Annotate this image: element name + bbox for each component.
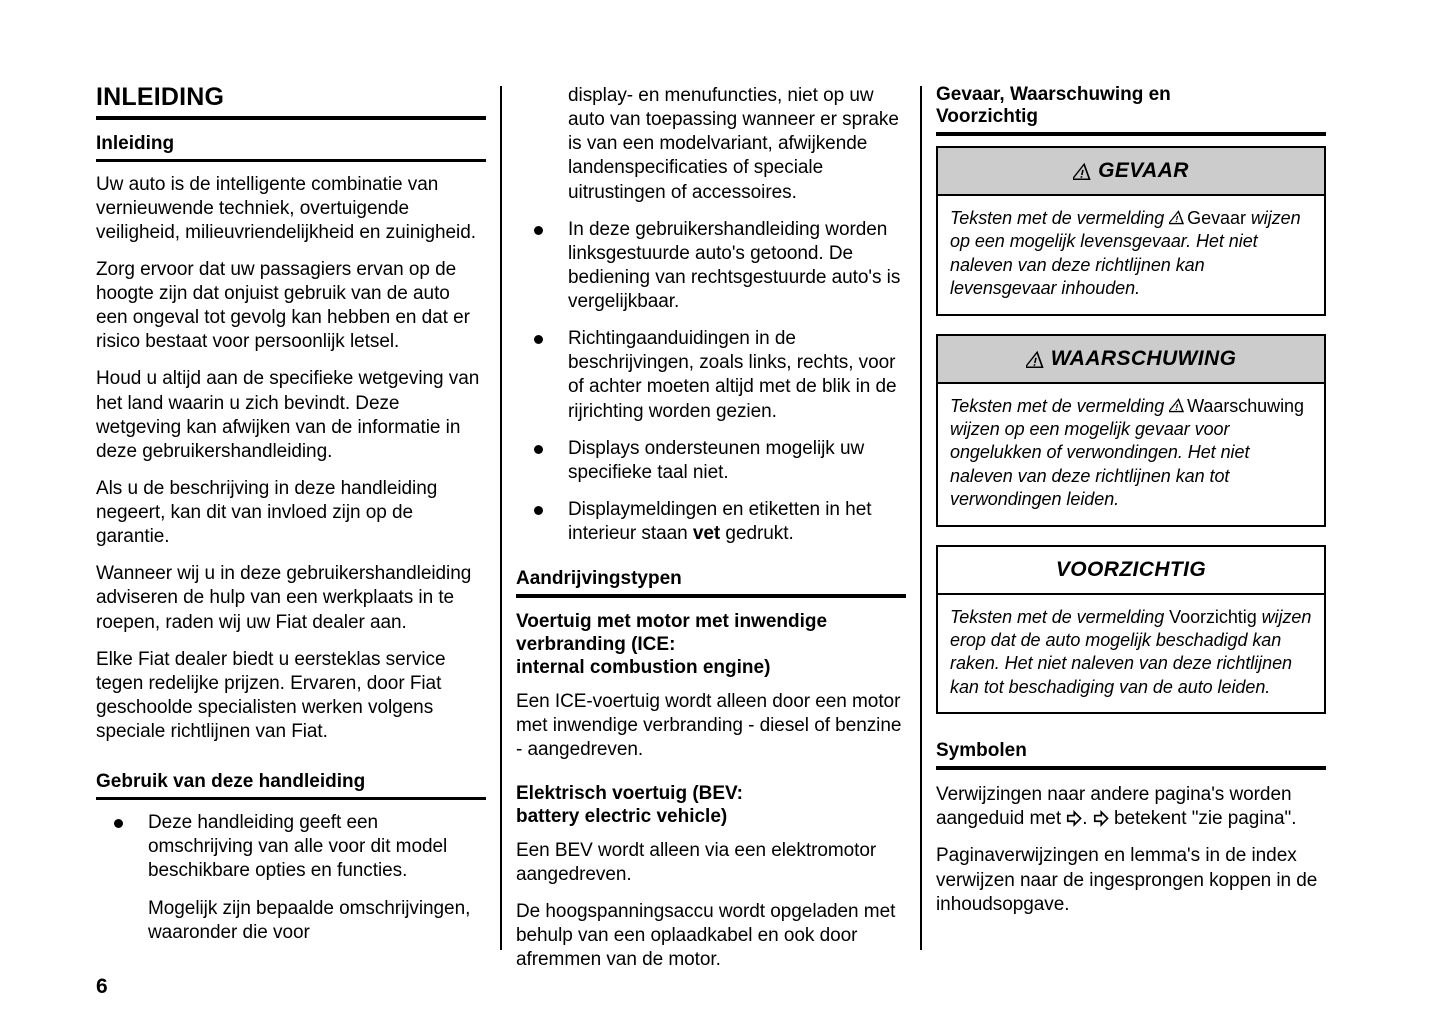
subsection-heading-bev bbox=[516, 783, 906, 829]
paragraph: Paginaverwijzingen en lemma's in de index verwijzen naar de ingesprongen koppen in de inhoudsopgave. bbox=[936, 845, 1318, 915]
ice-heading-line-1: Voertuig met motor met inwendige bbox=[516, 611, 828, 633]
list-item bbox=[516, 218, 906, 315]
warning-triangle-icon bbox=[1169, 398, 1187, 413]
list-item-label: Mogelijk zijn bepaalde omschrijvingen, waaronder die voor bbox=[148, 897, 471, 943]
keyword-gevaar: Gevaar bbox=[1187, 208, 1246, 229]
warning-triangle-icon bbox=[1073, 163, 1094, 181]
page-number: 6 bbox=[96, 975, 108, 998]
caution-box bbox=[936, 545, 1326, 715]
list-item-label: In deze gebruikershandleiding worden linksgestuurde auto's getoond. De bediening van rechtsgestuurde auto's is vergelijkbaar. bbox=[568, 218, 901, 312]
list-item bbox=[516, 327, 906, 424]
list-item bbox=[96, 811, 486, 883]
section-heading-gebruik: Gebruik van deze handleiding bbox=[96, 771, 366, 793]
bullet-dot-icon bbox=[114, 819, 123, 828]
caution-box-label: VOORZICHTIG bbox=[1055, 557, 1207, 581]
body-text-before: Teksten met de vermelding bbox=[950, 395, 1170, 416]
section-heading-symbolen: Symbolen bbox=[936, 740, 1027, 762]
column-divider-one bbox=[486, 84, 516, 964]
paragraph: Een ICE-voertuig wordt alleen door een motor met inwendige verbranding - diesel of benzine - aangedreven. bbox=[516, 690, 902, 760]
bullet-dot-icon bbox=[534, 226, 543, 235]
ice-heading-line-2: verbranding (ICE: bbox=[516, 633, 676, 655]
page-reference-arrow-icon bbox=[1093, 810, 1109, 827]
danger-box bbox=[936, 146, 1326, 316]
notes-bullet-list bbox=[516, 218, 906, 547]
keyword-waarschuwing: Waarschuwing bbox=[1187, 395, 1304, 416]
list-item bbox=[516, 437, 906, 485]
body-text-after: wijzen erop dat de auto mogelijk beschadigd kan raken. Het niet naleven van deze richtlijnen kan tot beschadiging van de auto leiden. bbox=[950, 606, 1312, 697]
paragraph: Uw auto is de intelligente combinatie van vernieuwende techniek, overtuigende veiligheid, milieuvriendelijkheid en zuinigheid. bbox=[96, 173, 476, 243]
paragraph: Als u de beschrijving in deze handleiding negeert, kan dit van invloed zijn op de garantie. bbox=[96, 477, 438, 548]
ice-heading-line-3: internal combustion engine) bbox=[516, 656, 771, 678]
paragraph: Zorg ervoor dat uw passagiers ervan op de hoogte zijn dat onjuist gebruik van de auto een ongeval tot gevolg kan hebben en dat er risico bestaat voor persoonlijk letsel. bbox=[96, 258, 470, 353]
bev-heading-line-1: Elektrisch voertuig (BEV: bbox=[516, 782, 744, 804]
warning-box-header bbox=[938, 336, 1324, 384]
page-reference-arrow-icon bbox=[1066, 810, 1082, 827]
caution-box-body bbox=[938, 595, 1324, 713]
paragraph: Houd u altijd aan de specifieke wetgeving van het land waarin u zich bevindt. Deze wetgeving kan afwijken van de informatie in deze gebruikershandleiding. bbox=[96, 368, 480, 462]
spacer bbox=[516, 775, 906, 783]
list-item bbox=[516, 498, 906, 546]
usage-bullet-list bbox=[96, 811, 486, 945]
symbols-text-part-2: . bbox=[1082, 808, 1093, 830]
danger-box-body bbox=[938, 196, 1324, 314]
section-heading-gevaar-waarschuwing bbox=[936, 84, 1326, 129]
keyword-voorzichtig: Voorzichtig bbox=[1169, 606, 1257, 627]
paragraph-symbols bbox=[936, 783, 1326, 831]
list-item-continuation bbox=[96, 897, 486, 945]
section-heading-inleiding: Inleiding bbox=[96, 132, 175, 154]
text-before-bold: Displaymeldingen en etiketten in het interieur staan bbox=[568, 498, 872, 544]
subhead-rule bbox=[516, 594, 906, 598]
body-text-after: wijzen op een mogelijk levensgevaar. Het niet naleven van deze richtlijnen kan levensgevaar inhouden. bbox=[950, 208, 1301, 299]
bullet-dot-icon bbox=[534, 506, 543, 515]
paragraph: De hoogspanningsaccu wordt opgeladen met behulp van een oplaadkabel en ook door afremmen van de motor. bbox=[516, 900, 896, 971]
heading-line-1: Gevaar, Waarschuwing en bbox=[936, 84, 1171, 105]
paragraph: Een BEV wordt alleen via een elektromotor aangedreven. bbox=[516, 839, 877, 885]
page-title: INLEIDING bbox=[96, 83, 225, 111]
paragraph: Wanneer wij u in deze gebruikershandleiding adviseren de hulp van een werkplaats in te roepen, raden wij uw Fiat dealer aan. bbox=[96, 563, 472, 633]
column-three bbox=[936, 84, 1326, 964]
subhead-rule bbox=[936, 132, 1326, 136]
spacer bbox=[516, 546, 906, 568]
vertical-rule bbox=[920, 86, 922, 950]
bullet-dot-icon bbox=[534, 445, 543, 454]
list-item-label: Displays ondersteunen mogelijk uw specifieke taal niet. bbox=[568, 437, 865, 483]
bev-heading-line-2: battery electric vehicle) bbox=[516, 805, 728, 827]
column-two bbox=[516, 84, 906, 971]
body-text-before: Teksten met de vermelding bbox=[950, 606, 1170, 627]
three-column-layout bbox=[96, 83, 1349, 971]
caution-box-header bbox=[938, 547, 1324, 595]
danger-box-label: GEVAAR bbox=[1098, 159, 1189, 183]
subhead-rule bbox=[936, 766, 1326, 770]
emphasized-word: vet bbox=[692, 523, 721, 544]
subhead-rule bbox=[96, 797, 486, 800]
warning-triangle-icon bbox=[1026, 351, 1047, 369]
subhead-rule bbox=[96, 159, 486, 162]
warning-box-label: WAARSCHUWING bbox=[1050, 346, 1237, 370]
list-item-label: Deze handleiding geeft een omschrijving van alle voor dit model beschikbare opties en functies. bbox=[148, 812, 448, 882]
paragraph: Elke Fiat dealer biedt u eersteklas service tegen redelijke prijzen. Ervaren, door Fiat geschoolde specialisten werken volgens speciale richtlijnen van Fiat. bbox=[96, 648, 446, 743]
list-item-label: Richtingaanduidingen in de beschrijvingen, zoals links, rechts, voor of achter moeten altijd met de blik in de rijrichting worden gezien. bbox=[568, 328, 897, 422]
symbols-text-part-3: betekent "zie pagina". bbox=[1108, 808, 1297, 830]
title-rule bbox=[96, 116, 486, 120]
continued-paragraph: display- en menufuncties, niet op uw auto van toepassing wanneer er sprake is van een modelvariant, afwijkende landenspecificaties of speciale uitrustingen of accessoires. bbox=[568, 85, 899, 203]
column-divider-two bbox=[906, 84, 936, 964]
heading-line-2: Voorzichtig bbox=[936, 106, 1039, 128]
danger-box-header bbox=[938, 148, 1324, 196]
body-text-after: wijzen op een mogelijk gevaar voor ongelukken of verwondingen. Het niet naleven van deze richtlijnen kan tot verwondingen leiden. bbox=[950, 419, 1250, 510]
warning-box bbox=[936, 334, 1326, 527]
spacer bbox=[936, 732, 1326, 740]
body-text-before: Teksten met de vermelding bbox=[950, 208, 1170, 229]
vertical-rule bbox=[500, 86, 502, 950]
column-one bbox=[96, 84, 486, 964]
text-after-bold: gedrukt. bbox=[720, 523, 794, 544]
warning-box-body bbox=[938, 384, 1324, 525]
spacer bbox=[96, 757, 486, 771]
list-item-label bbox=[568, 499, 871, 544]
symbols-text-part-1: Verwijzingen naar andere pagina's worden aangeduid met bbox=[936, 784, 1292, 830]
subsection-heading-ice bbox=[516, 611, 906, 679]
bullet-dot-icon bbox=[534, 335, 543, 344]
warning-triangle-icon bbox=[1169, 210, 1187, 225]
section-heading-aandrijvingstypen: Aandrijvingstypen bbox=[516, 568, 682, 590]
